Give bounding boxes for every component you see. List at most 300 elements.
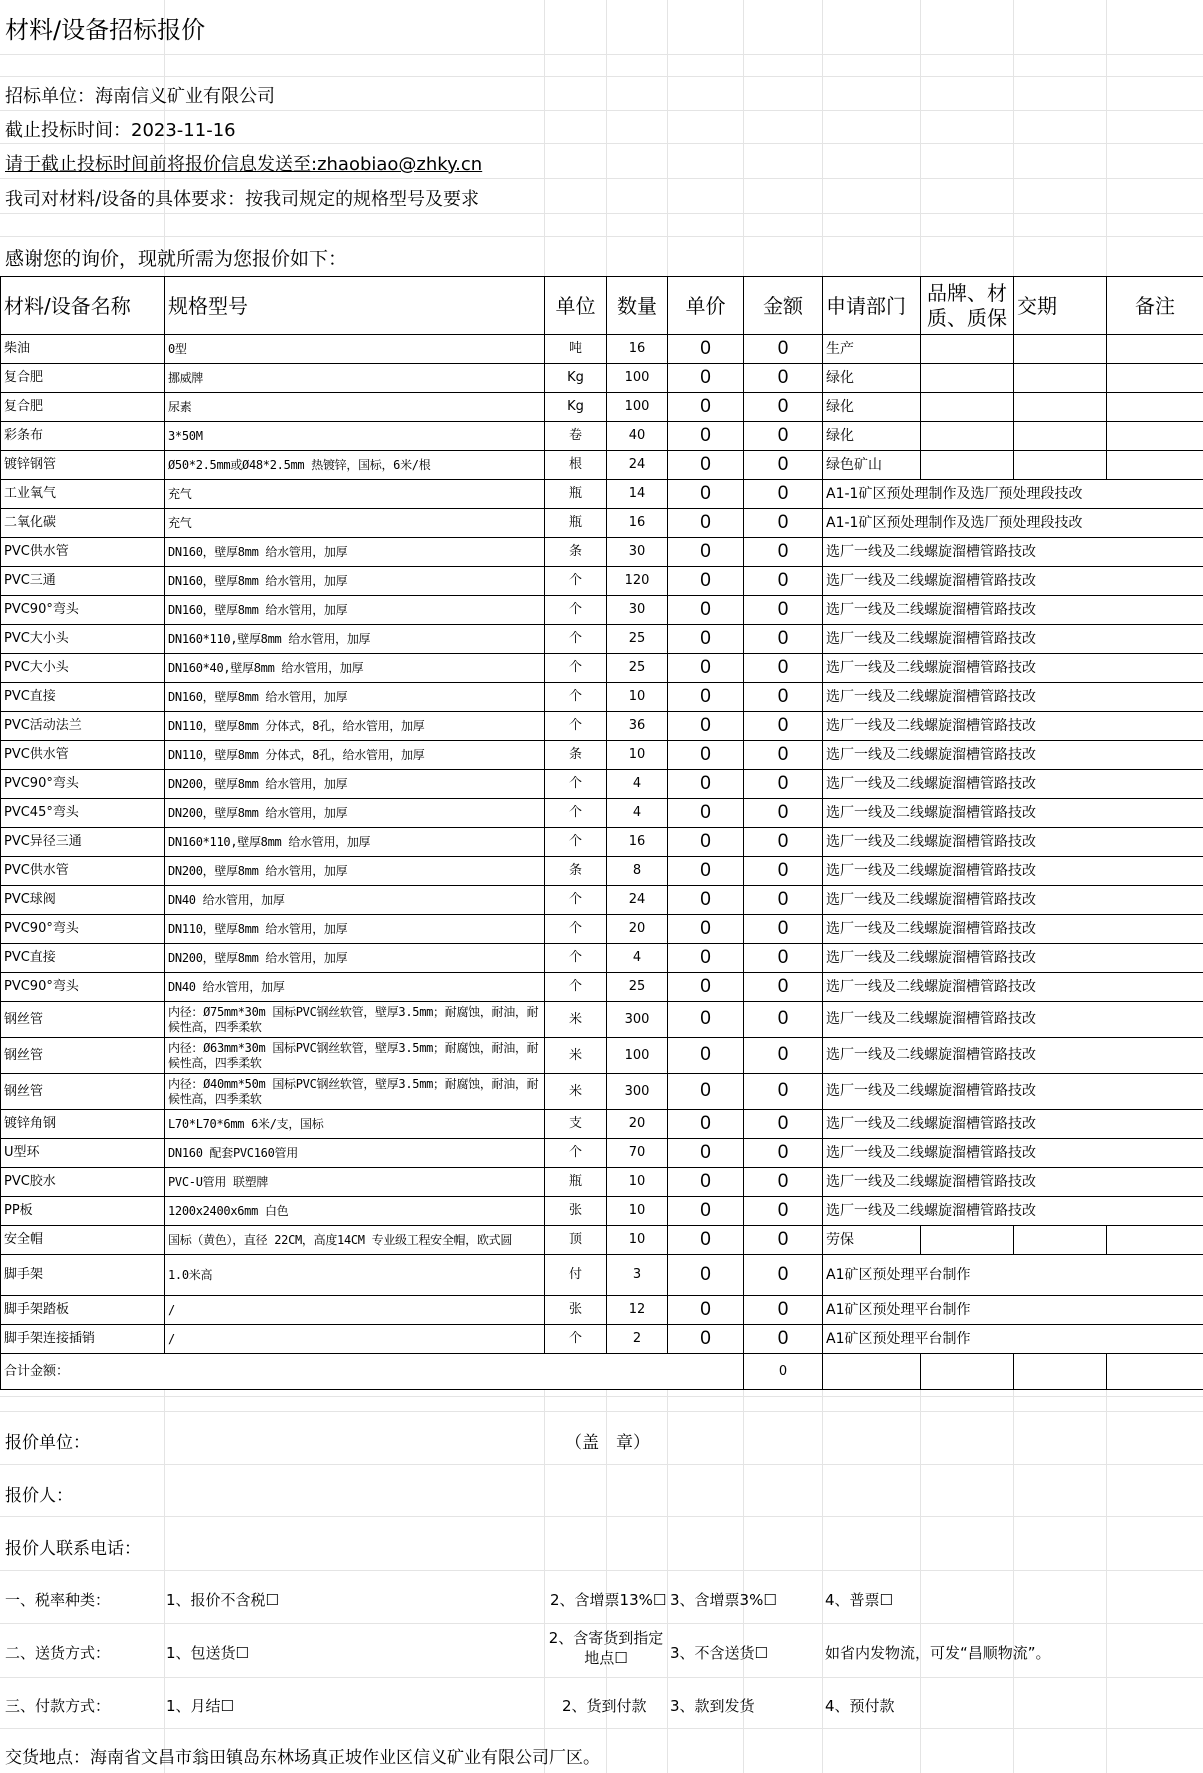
- cell-amount: 0: [744, 886, 823, 915]
- table-row: [1, 654, 1203, 683]
- cell-unit: 张: [545, 1296, 607, 1325]
- cell-spec: DN200，壁厚8mm 给水管用，加厚: [165, 799, 545, 828]
- cell-name: PVC90°弯头: [1, 596, 165, 625]
- cell-spec: DN200，壁厚8mm 给水管用，加厚: [165, 857, 545, 886]
- grid-line: [0, 178, 1203, 179]
- cell-amount: 0: [744, 1110, 823, 1139]
- cell-qty: 10: [607, 1168, 668, 1197]
- cell-unit: 个: [545, 654, 607, 683]
- payment-option-1[interactable]: 1、月结☐: [166, 1697, 234, 1715]
- cell-dept: 选厂一线及二线螺旋溜槽管路技改: [823, 886, 1203, 915]
- table-row: [1, 683, 1203, 712]
- total-row: [1, 1354, 1203, 1390]
- cell-delivery: [1014, 422, 1107, 451]
- cell-spec: Ø50*2.5mm或Ø48*2.5mm 热镀锌，国标，6米/根: [165, 451, 545, 480]
- cell-price: 0: [668, 1038, 744, 1074]
- table-row: [1, 538, 1203, 567]
- cell-amount: 0: [744, 741, 823, 770]
- tax-option-4[interactable]: 4、普票☐: [825, 1591, 893, 1609]
- total-empty-cell: [1107, 1354, 1203, 1390]
- table-row: [1, 364, 1203, 393]
- cell-amount: 0: [744, 857, 823, 886]
- cell-amount: 0: [744, 683, 823, 712]
- cell-amount: 0: [744, 828, 823, 857]
- cell-spec: DN110，壁厚8mm 给水管用，加厚: [165, 915, 545, 944]
- cell-unit: 个: [545, 1139, 607, 1168]
- cell-brand: [921, 451, 1014, 480]
- grid-line: [0, 54, 1203, 55]
- cell-dept: A1矿区预处理平台制作: [823, 1255, 1203, 1296]
- cell-unit: 条: [545, 538, 607, 567]
- cell-spec: DN110，壁厚8mm 分体式，8孔，给水管用，加厚: [165, 741, 545, 770]
- cell-price: 0: [668, 480, 744, 509]
- cell-unit: 米: [545, 1002, 607, 1038]
- cell-name: PVC大小头: [1, 625, 165, 654]
- cell-dept: 绿化: [823, 422, 921, 451]
- col-header-amount: 金额: [744, 277, 823, 335]
- payment-option-3[interactable]: 3、款到发货: [670, 1697, 755, 1715]
- cell-name: 柴油: [1, 335, 165, 364]
- payment-option-2[interactable]: 2、货到付款: [562, 1697, 647, 1715]
- grid-line: [0, 143, 1203, 144]
- grid-line: [0, 1728, 1203, 1729]
- grid-line: [0, 1677, 1203, 1678]
- cell-unit: 个: [545, 944, 607, 973]
- cell-dept: 选厂一线及二线螺旋溜槽管路技改: [823, 973, 1203, 1002]
- cell-unit: Kg: [545, 364, 607, 393]
- cell-dept: 选厂一线及二线螺旋溜槽管路技改: [823, 1038, 1203, 1074]
- cell-name: PVC供水管: [1, 857, 165, 886]
- col-header-qty: 数量: [607, 277, 668, 335]
- cell-dept: 选厂一线及二线螺旋溜槽管路技改: [823, 799, 1203, 828]
- cell-qty: 300: [607, 1074, 668, 1110]
- cell-unit: 个: [545, 567, 607, 596]
- cell-name: PVC直接: [1, 683, 165, 712]
- col-header-spec: 规格型号: [165, 277, 545, 335]
- cell-name: PVC直接: [1, 944, 165, 973]
- cell-unit: 条: [545, 741, 607, 770]
- cell-dept: 绿化: [823, 364, 921, 393]
- cell-amount: 0: [744, 915, 823, 944]
- cell-delivery: [1014, 335, 1107, 364]
- cell-amount: 0: [744, 393, 823, 422]
- cell-spec: DN200，壁厚8mm 给水管用，加厚: [165, 770, 545, 799]
- cell-qty: 70: [607, 1139, 668, 1168]
- table-row: [1, 915, 1203, 944]
- cell-unit: 个: [545, 799, 607, 828]
- col-header-unit: 单位: [545, 277, 607, 335]
- table-row: [1, 741, 1203, 770]
- cell-name: PP板: [1, 1197, 165, 1226]
- table-row: [1, 335, 1203, 364]
- cell-amount: 0: [744, 451, 823, 480]
- cell-price: 0: [668, 799, 744, 828]
- cell-qty: 20: [607, 1110, 668, 1139]
- cell-qty: 120: [607, 567, 668, 596]
- cell-dept: 选厂一线及二线螺旋溜槽管路技改: [823, 828, 1203, 857]
- cell-delivery: [1014, 451, 1107, 480]
- cell-price: 0: [668, 567, 744, 596]
- quote-table: [0, 276, 1203, 1390]
- cell-dept: 选厂一线及二线螺旋溜槽管路技改: [823, 654, 1203, 683]
- cell-qty: 25: [607, 625, 668, 654]
- delivery-address: 交货地点：海南省文昌市翁田镇岛东林场真正坡作业区信义矿业有限公司厂区。: [5, 1748, 600, 1768]
- table-row: [1, 1074, 1203, 1110]
- table-row: [1, 1038, 1203, 1074]
- cell-name: 复合肥: [1, 393, 165, 422]
- cell-amount: 0: [744, 654, 823, 683]
- payment-option-4[interactable]: 4、预付款: [825, 1697, 895, 1715]
- cell-dept: 选厂一线及二线螺旋溜槽管路技改: [823, 770, 1203, 799]
- cell-qty: 4: [607, 944, 668, 973]
- bidder-line: 招标单位：海南信义矿业有限公司: [5, 86, 275, 107]
- cell-spec: DN160 配套PVC160管用: [165, 1139, 545, 1168]
- cell-dept: 选厂一线及二线螺旋溜槽管路技改: [823, 915, 1203, 944]
- cell-name: 安全帽: [1, 1226, 165, 1255]
- cell-amount: 0: [744, 364, 823, 393]
- cell-spec: 尿素: [165, 393, 545, 422]
- seal-label: （盖 章）: [565, 1433, 650, 1453]
- cell-amount: 0: [744, 799, 823, 828]
- tax-option-1[interactable]: 1、报价不含税☐: [166, 1591, 279, 1609]
- cell-price: 0: [668, 1325, 744, 1354]
- grid-line: [0, 1411, 1203, 1412]
- cell-dept: 选厂一线及二线螺旋溜槽管路技改: [823, 1110, 1203, 1139]
- cell-qty: 20: [607, 915, 668, 944]
- cell-dept: 选厂一线及二线螺旋溜槽管路技改: [823, 596, 1203, 625]
- cell-amount: 0: [744, 973, 823, 1002]
- cell-dept: 选厂一线及二线螺旋溜槽管路技改: [823, 1168, 1203, 1197]
- cell-amount: 0: [744, 1168, 823, 1197]
- cell-name: PVC活动法兰: [1, 712, 165, 741]
- cell-unit: 吨: [545, 335, 607, 364]
- cell-unit: 顶: [545, 1226, 607, 1255]
- cell-name: 工业氧气: [1, 480, 165, 509]
- grid-line: [0, 1570, 1203, 1571]
- cell-dept: A1-1矿区预处理制作及选厂预处理段技改: [823, 480, 1203, 509]
- cell-spec: L70*L70*6mm 6米/支，国标: [165, 1110, 545, 1139]
- table-row: [1, 567, 1203, 596]
- cell-price: 0: [668, 1139, 744, 1168]
- cell-spec: DN40 给水管用，加厚: [165, 973, 545, 1002]
- cell-unit: 米: [545, 1038, 607, 1074]
- cell-price: 0: [668, 364, 744, 393]
- table-row: [1, 1255, 1203, 1296]
- total-empty-cell: [823, 1354, 921, 1390]
- table-row: [1, 480, 1203, 509]
- grid-line: [0, 1516, 1203, 1517]
- cell-spec: DN40 给水管用，加厚: [165, 886, 545, 915]
- cell-price: 0: [668, 509, 744, 538]
- cell-price: 0: [668, 944, 744, 973]
- cell-price: 0: [668, 538, 744, 567]
- cell-amount: 0: [744, 509, 823, 538]
- cell-name: PVC90°弯头: [1, 770, 165, 799]
- table-row: [1, 509, 1203, 538]
- cell-dept: A1-1矿区预处理制作及选厂预处理段技改: [823, 509, 1203, 538]
- col-header-dept: 申请部门: [823, 277, 921, 335]
- cell-amount: 0: [744, 480, 823, 509]
- cell-dept: 劳保: [823, 1226, 921, 1255]
- cell-price: 0: [668, 422, 744, 451]
- payment-label: 三、付款方式：: [5, 1697, 111, 1715]
- cell-qty: 3: [607, 1255, 668, 1296]
- cell-unit: 个: [545, 973, 607, 1002]
- cell-name: PVC45°弯头: [1, 799, 165, 828]
- col-header-name: 材料/设备名称: [1, 277, 165, 335]
- cell-spec: 内径：Ø63mm*30m 国标PVC钢丝软管，壁厚3.5mm；耐腐蚀，耐油，耐候性高，四季柔软: [165, 1038, 545, 1074]
- cell-dept: 选厂一线及二线螺旋溜槽管路技改: [823, 741, 1203, 770]
- cell-name: 复合肥: [1, 364, 165, 393]
- cell-unit: 个: [545, 770, 607, 799]
- cell-amount: 0: [744, 567, 823, 596]
- cell-remark: [1107, 451, 1203, 480]
- cell-name: PVC球阀: [1, 886, 165, 915]
- cell-spec: 3*50M: [165, 422, 545, 451]
- table-row: [1, 886, 1203, 915]
- table-row: [1, 1168, 1203, 1197]
- cell-amount: 0: [744, 1226, 823, 1255]
- delivery-note: 如省内发物流，可发“昌顺物流”。: [825, 1644, 1051, 1662]
- cell-price: 0: [668, 770, 744, 799]
- delivery-option-2[interactable]: 2、含寄货到指定地点☐: [548, 1629, 664, 1668]
- cell-spec: DN160，壁厚8mm 给水管用，加厚: [165, 538, 545, 567]
- table-row: [1, 422, 1203, 451]
- cell-price: 0: [668, 915, 744, 944]
- cell-name: 二氧化碳: [1, 509, 165, 538]
- cell-unit: 个: [545, 1325, 607, 1354]
- cell-price: 0: [668, 451, 744, 480]
- grid-line: [0, 76, 1203, 77]
- table-row: [1, 1110, 1203, 1139]
- cell-remark: [1107, 1226, 1203, 1255]
- email-link[interactable]: 请于截止投标时间前将报价信息发送至:zhaobiao@zhky.cn: [5, 154, 483, 175]
- cell-qty: 100: [607, 393, 668, 422]
- table-row: [1, 712, 1203, 741]
- cell-amount: 0: [744, 596, 823, 625]
- cell-price: 0: [668, 625, 744, 654]
- cell-spec: DN160，壁厚8mm 给水管用，加厚: [165, 683, 545, 712]
- cell-qty: 24: [607, 451, 668, 480]
- cell-name: 钢丝管: [1, 1038, 165, 1074]
- quoter-unit-label: 报价单位：: [5, 1433, 90, 1453]
- cell-unit: 个: [545, 683, 607, 712]
- total-value: 0: [744, 1354, 823, 1390]
- table-row: [1, 1325, 1203, 1354]
- cell-unit: 瓶: [545, 1168, 607, 1197]
- cell-dept: 绿化: [823, 393, 921, 422]
- cell-price: 0: [668, 828, 744, 857]
- total-label: 合计金额：: [1, 1354, 744, 1390]
- cell-amount: 0: [744, 1074, 823, 1110]
- cell-brand: [921, 335, 1014, 364]
- cell-qty: 30: [607, 538, 668, 567]
- cell-remark: [1107, 364, 1203, 393]
- page-title: 材料/设备招标报价: [5, 16, 206, 44]
- cell-dept: 选厂一线及二线螺旋溜槽管路技改: [823, 1002, 1203, 1038]
- table-row: [1, 393, 1203, 422]
- cell-price: 0: [668, 1074, 744, 1110]
- greeting-line: 感谢您的询价，现就所需为您报价如下：: [5, 248, 348, 270]
- cell-brand: [921, 393, 1014, 422]
- cell-amount: 0: [744, 1038, 823, 1074]
- cell-qty: 24: [607, 886, 668, 915]
- cell-name: 脚手架连接插销: [1, 1325, 165, 1354]
- cell-spec: 充气: [165, 509, 545, 538]
- cell-name: 脚手架: [1, 1255, 165, 1296]
- grid-line: [0, 1464, 1203, 1465]
- cell-qty: 10: [607, 1197, 668, 1226]
- delivery-label: 二、送货方式：: [5, 1644, 111, 1662]
- cell-spec: DN110，壁厚8mm 分体式，8孔，给水管用，加厚: [165, 712, 545, 741]
- requirements-line: 我司对材料/设备的具体要求：按我司规定的规格型号及要求: [5, 189, 480, 210]
- table-row: [1, 596, 1203, 625]
- grid-line: [0, 236, 1203, 237]
- cell-brand: [921, 364, 1014, 393]
- cell-name: PVC异径三通: [1, 828, 165, 857]
- cell-unit: 支: [545, 1110, 607, 1139]
- table-row: [1, 828, 1203, 857]
- table-row: [1, 799, 1203, 828]
- cell-amount: 0: [744, 1197, 823, 1226]
- cell-unit: 瓶: [545, 509, 607, 538]
- table-row: [1, 973, 1203, 1002]
- cell-name: 钢丝管: [1, 1074, 165, 1110]
- cell-spec: DN200，壁厚8mm 给水管用，加厚: [165, 944, 545, 973]
- cell-qty: 4: [607, 770, 668, 799]
- cell-spec: 内径：Ø75mm*30m 国标PVC钢丝软管，壁厚3.5mm；耐腐蚀，耐油，耐候性高，四季柔软: [165, 1002, 545, 1038]
- cell-price: 0: [668, 335, 744, 364]
- cell-dept: 绿色矿山: [823, 451, 921, 480]
- cell-price: 0: [668, 596, 744, 625]
- cell-spec: DN160，壁厚8mm 给水管用，加厚: [165, 567, 545, 596]
- cell-amount: 0: [744, 770, 823, 799]
- cell-name: PVC90°弯头: [1, 915, 165, 944]
- cell-spec: 挪威牌: [165, 364, 545, 393]
- cell-price: 0: [668, 1226, 744, 1255]
- cell-price: 0: [668, 393, 744, 422]
- cell-spec: /: [165, 1325, 545, 1354]
- cell-spec: /: [165, 1296, 545, 1325]
- cell-amount: 0: [744, 1139, 823, 1168]
- cell-qty: 300: [607, 1002, 668, 1038]
- cell-name: U型环: [1, 1139, 165, 1168]
- cell-unit: 张: [545, 1197, 607, 1226]
- cell-price: 0: [668, 857, 744, 886]
- cell-unit: 条: [545, 857, 607, 886]
- col-header-brand: 品牌、材质、质保: [921, 277, 1014, 335]
- grid-line: [0, 1396, 1203, 1397]
- cell-price: 0: [668, 1168, 744, 1197]
- cell-spec: DN160*110,壁厚8mm 给水管用，加厚: [165, 625, 545, 654]
- cell-amount: 0: [744, 1325, 823, 1354]
- cell-spec: 1.0米高: [165, 1255, 545, 1296]
- cell-name: 彩条布: [1, 422, 165, 451]
- tax-option-3[interactable]: 3、含增票3%☐: [670, 1591, 777, 1609]
- total-empty-cell: [921, 1354, 1014, 1390]
- cell-price: 0: [668, 741, 744, 770]
- cell-unit: 瓶: [545, 480, 607, 509]
- cell-name: PVC供水管: [1, 741, 165, 770]
- table-row: [1, 1197, 1203, 1226]
- cell-unit: 个: [545, 828, 607, 857]
- cell-name: 镀锌角钢: [1, 1110, 165, 1139]
- cell-dept: A1矿区预处理平台制作: [823, 1296, 1203, 1325]
- cell-price: 0: [668, 1296, 744, 1325]
- deadline-line: 截止投标时间：2023-11-16: [5, 120, 236, 141]
- cell-spec: 国标（黄色），直径 22CM，高度14CM 专业级工程安全帽，欧式圆: [165, 1226, 545, 1255]
- col-header-price: 单价: [668, 277, 744, 335]
- cell-name: PVC胶水: [1, 1168, 165, 1197]
- cell-dept: 选厂一线及二线螺旋溜槽管路技改: [823, 538, 1203, 567]
- cell-unit: Kg: [545, 393, 607, 422]
- cell-price: 0: [668, 1255, 744, 1296]
- cell-unit: 付: [545, 1255, 607, 1296]
- cell-price: 0: [668, 654, 744, 683]
- cell-price: 0: [668, 886, 744, 915]
- cell-unit: 个: [545, 625, 607, 654]
- cell-qty: 25: [607, 654, 668, 683]
- cell-spec: PVC-U管用 联塑牌: [165, 1168, 545, 1197]
- cell-qty: 16: [607, 509, 668, 538]
- cell-qty: 12: [607, 1296, 668, 1325]
- delivery-option-1[interactable]: 1、包送货☐: [166, 1644, 249, 1662]
- cell-qty: 100: [607, 364, 668, 393]
- cell-spec: 0型: [165, 335, 545, 364]
- cell-delivery: [1014, 393, 1107, 422]
- cell-dept: 选厂一线及二线螺旋溜槽管路技改: [823, 857, 1203, 886]
- cell-qty: 25: [607, 973, 668, 1002]
- cell-spec: DN160，壁厚8mm 给水管用，加厚: [165, 596, 545, 625]
- cell-qty: 16: [607, 335, 668, 364]
- cell-delivery: [1014, 1226, 1107, 1255]
- phone-label: 报价人联系电话：: [5, 1539, 141, 1559]
- cell-remark: [1107, 393, 1203, 422]
- table-body: [1, 335, 1203, 1390]
- col-header-remark: 备注: [1107, 277, 1203, 335]
- cell-qty: 10: [607, 683, 668, 712]
- table-row: [1, 1002, 1203, 1038]
- table-row: [1, 1139, 1203, 1168]
- cell-dept: 选厂一线及二线螺旋溜槽管路技改: [823, 944, 1203, 973]
- cell-amount: 0: [744, 1002, 823, 1038]
- cell-dept: A1矿区预处理平台制作: [823, 1325, 1203, 1354]
- cell-amount: 0: [744, 422, 823, 451]
- cell-dept: 选厂一线及二线螺旋溜槽管路技改: [823, 712, 1203, 741]
- cell-name: PVC90°弯头: [1, 973, 165, 1002]
- col-header-delivery: 交期: [1014, 277, 1107, 335]
- cell-amount: 0: [744, 625, 823, 654]
- tax-option-2[interactable]: 2、含增票13%☐: [550, 1591, 667, 1609]
- cell-qty: 16: [607, 828, 668, 857]
- cell-name: 镀锌钢管: [1, 451, 165, 480]
- cell-dept: 选厂一线及二线螺旋溜槽管路技改: [823, 1139, 1203, 1168]
- cell-dept: 选厂一线及二线螺旋溜槽管路技改: [823, 1197, 1203, 1226]
- cell-name: 钢丝管: [1, 1002, 165, 1038]
- quoter-label: 报价人：: [5, 1486, 73, 1506]
- table-row: [1, 451, 1203, 480]
- cell-amount: 0: [744, 1296, 823, 1325]
- cell-qty: 10: [607, 1226, 668, 1255]
- table-row: [1, 944, 1203, 973]
- table-header-row: [1, 277, 1203, 335]
- table-row: [1, 770, 1203, 799]
- table-row: [1, 1296, 1203, 1325]
- delivery-option-3[interactable]: 3、不含送货☐: [670, 1644, 768, 1662]
- cell-qty: 100: [607, 1038, 668, 1074]
- cell-amount: 0: [744, 335, 823, 364]
- grid-line: [0, 1623, 1203, 1624]
